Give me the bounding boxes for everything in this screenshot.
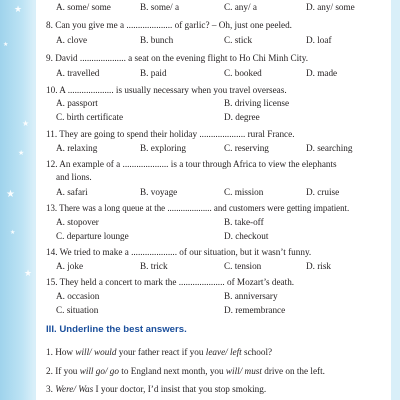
option-d: D. loaf <box>306 35 332 45</box>
option-d: D. remembrance <box>224 305 286 315</box>
option-b: B. take-off <box>224 217 264 227</box>
question-8: 8. Can you give me a .................... of garlic? – Oh, just one peeled. <box>46 20 292 30</box>
underline-item-3: 3. Were/ Was I your doctor, I’d insist that you stop smoking. <box>46 384 267 394</box>
option-b: B. anniversary <box>224 291 278 301</box>
option-a: A. some/ some <box>56 2 111 12</box>
option-a: A. clove <box>56 35 88 45</box>
option-b: B. bunch <box>140 35 174 45</box>
question-11: 11. They are going to spend their holiday .................... rural France. <box>46 129 295 139</box>
underline-item-2: 2. If you will go/ go to England next month, you will/ must drive on the left. <box>46 366 325 376</box>
question-10: 10. A .................... is usually necessary when you travel overseas. <box>46 85 287 95</box>
question-12-continued: and lions. <box>56 172 92 182</box>
option-d: D. risk <box>306 261 332 271</box>
underline-item-1: 1. How will/ would your father react if you leave/ left school? <box>46 347 273 357</box>
question-15: 15. They held a concert to mark the .................... of Mozart’s death. <box>46 277 295 287</box>
option-a: A. travelled <box>56 68 100 78</box>
question-14: 14. We tried to make a .................... of our situation, but it wasn’t funny. <box>46 247 312 257</box>
option-b: B. some/ a <box>140 2 180 12</box>
star-icon: ★ <box>10 229 16 236</box>
option-b: B. driving license <box>224 98 290 108</box>
option-c: C. departure lounge <box>56 231 129 241</box>
question-12: 12. An example of a .................... is a tour through Africa to view the elephants <box>46 159 337 169</box>
option-b: B. voyage <box>140 187 178 197</box>
option-b: B. trick <box>140 261 168 271</box>
option-c: C. mission <box>224 187 264 197</box>
option-d: D. searching <box>306 143 353 153</box>
star-icon: ★ <box>24 269 33 279</box>
option-c: C. stick <box>224 35 253 45</box>
option-a: A. joke <box>56 261 84 271</box>
question-9: 9. David .................... a seat on the evening flight to Ho Chi Minh City. <box>46 53 308 63</box>
option-c: C. reserving <box>224 143 269 153</box>
option-a: A. occasion <box>56 291 100 301</box>
option-a: A. stopover <box>56 217 99 227</box>
option-d: D. degree <box>224 112 260 122</box>
star-icon: ★ <box>14 5 23 15</box>
option-d: D. made <box>306 68 338 78</box>
option-c: C. any/ a <box>224 2 257 12</box>
star-icon: ★ <box>6 189 15 200</box>
option-c: C. tension <box>224 261 262 271</box>
option-a: A. relaxing <box>56 143 98 153</box>
option-c: C. booked <box>224 68 262 78</box>
option-b: B. paid <box>140 68 167 78</box>
option-d: D. checkout <box>224 231 269 241</box>
option-a: A. passport <box>56 98 98 108</box>
option-d: D. cruise <box>306 187 340 197</box>
option-c: C. situation <box>56 305 99 315</box>
section-heading: III. Underline the best answers. <box>46 324 187 335</box>
worksheet-page <box>36 0 391 400</box>
option-c: C. birth certificate <box>56 112 124 122</box>
option-d: D. any/ some <box>306 2 355 12</box>
option-a: A. safari <box>56 187 88 197</box>
star-icon: ★ <box>18 149 25 157</box>
star-icon: ★ <box>3 41 9 48</box>
option-b: B. exploring <box>140 143 186 153</box>
question-13: 13. There was a long queue at the .................... and customers were getting impatient. <box>46 203 350 213</box>
star-icon: ★ <box>22 119 30 128</box>
